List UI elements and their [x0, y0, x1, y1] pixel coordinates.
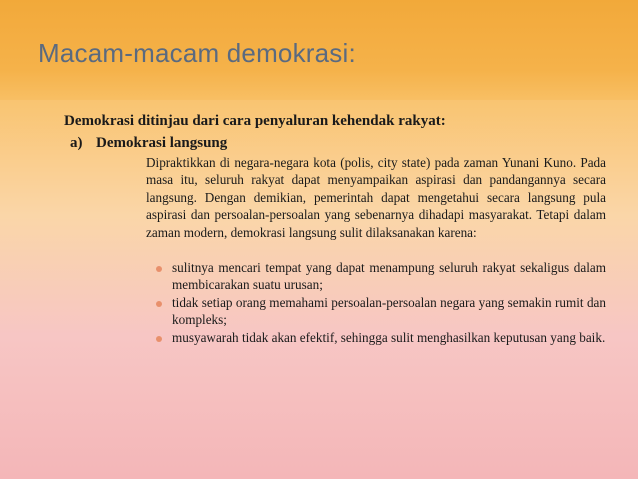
list-item-text: tidak setiap orang memahami persoalan-persoalan negara yang semakin rumit dan kompleks; — [172, 294, 606, 328]
list-item — [146, 259, 606, 294]
subheading-marker: a) — [70, 135, 83, 151]
subheading — [70, 134, 227, 152]
bullet-dot-icon — [156, 266, 162, 272]
slide-content — [64, 112, 624, 345]
slide-title: Macam-macam demokrasi: — [38, 38, 356, 68]
list-item — [146, 294, 606, 329]
body-paragraph: Dipraktikkan di negara-negara kota (polis, city state) pada zaman Yunani Kuno. Pada masa itu, seluruh rakyat dapat menyampaikan aspirasi dan pandangannya secara langsung. Dengan demikian, pemerintah dapat mengetahui secara langsung pula aspirasi dan persoalan-persoalan yang sebenarnya dihadapi masyarakat. Tetapi dalam zaman modern, demokrasi langsung sulit dilaksanakan karena: — [146, 155, 606, 240]
bullet-dot-icon — [156, 336, 162, 342]
list-item-text: sulitnya mencari tempat yang dapat menampung seluruh rakyat sekaligus dalam membicarakan suatu urusan; — [172, 260, 606, 293]
subheading-label: Demokrasi langsung — [96, 135, 228, 151]
bullet-dot-icon — [156, 301, 162, 307]
bullet-list — [146, 259, 606, 346]
list-item-text: musyawarah tidak akan efektif, sehingga sulit menghasilkan keputusan yang baik. — [172, 329, 606, 345]
list-item — [146, 329, 606, 346]
section-heading: Demokrasi ditinjau dari cara penyaluran kehendak rakyat: — [64, 113, 446, 129]
